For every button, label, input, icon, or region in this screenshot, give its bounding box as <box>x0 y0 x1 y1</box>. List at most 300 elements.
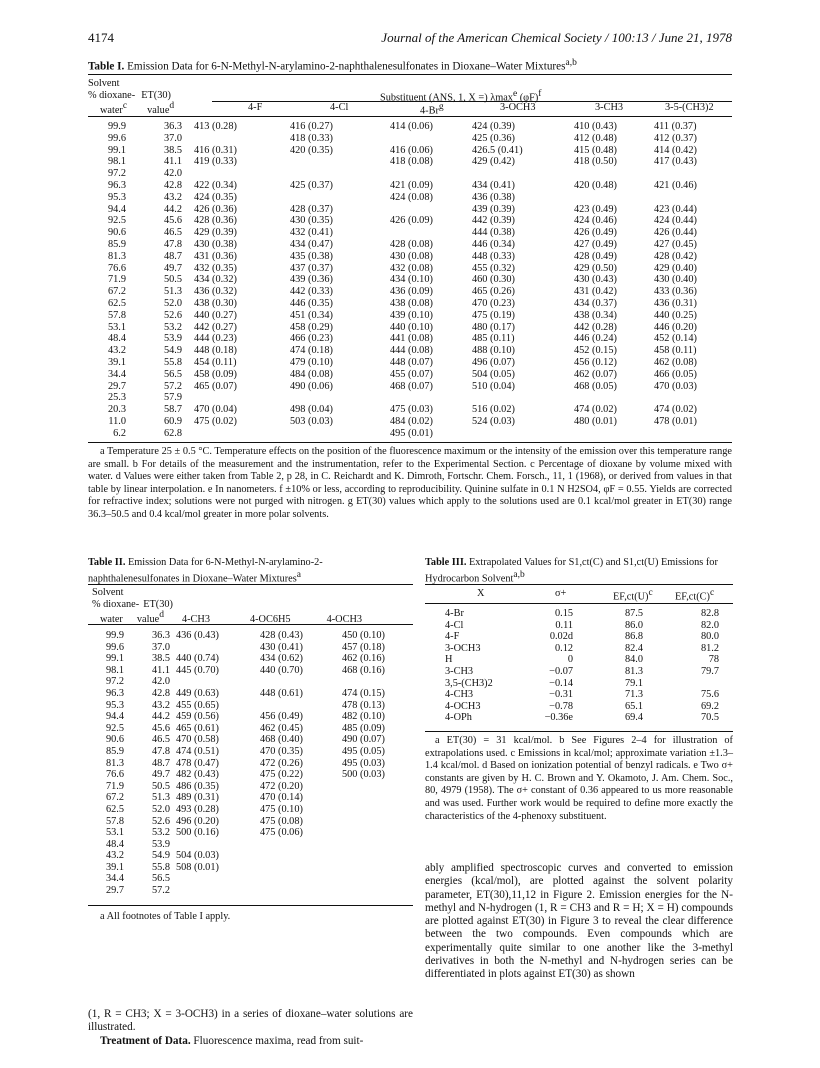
t1-cell: 474 (0.02) <box>574 404 617 416</box>
t2-row <box>88 723 418 735</box>
t1-cell: 44.2 <box>163 203 182 215</box>
t2-row <box>88 758 418 770</box>
t1-cell: 480 (0.17) <box>472 321 515 333</box>
t2-cell: 450 (0.10) <box>342 630 385 641</box>
t1-cell: 439 (0.10) <box>390 309 433 321</box>
t2-cell <box>260 676 342 688</box>
t1-row <box>88 404 732 416</box>
t2-cell: 478 (0.47) <box>176 757 219 769</box>
t1-cell <box>194 168 290 180</box>
t1-cell: 474 (0.02) <box>654 404 697 416</box>
t1-cell <box>194 392 290 404</box>
t1-sub-phi: (φF) <box>517 92 539 104</box>
t1-cell: 429 (0.42) <box>472 156 515 168</box>
t1-cell: 81.3 <box>107 250 126 262</box>
t1-cell: 38.5 <box>163 144 182 156</box>
t2-cell: 472 (0.20) <box>260 780 303 792</box>
t1-cell: 495 (0.01) <box>390 427 433 439</box>
t2-cell: 42.0 <box>151 676 170 688</box>
t3-row <box>425 678 733 690</box>
t1-col-4f: 4-F <box>248 102 263 113</box>
t2-cell: 430 (0.41) <box>260 641 303 653</box>
t3-head-sigma: σ+ <box>555 588 567 599</box>
t2-cell: 495 (0.03) <box>342 757 385 769</box>
t1-cell: 90.6 <box>107 227 126 239</box>
t3-cell: 4-F <box>445 631 460 643</box>
page-number: 4174 <box>88 30 114 45</box>
t2-head-rule <box>88 624 413 625</box>
t1-cell: 435 (0.38) <box>290 250 333 262</box>
t1-cell: 428 (0.49) <box>574 250 617 262</box>
t1-et-sup: d <box>169 101 175 112</box>
t2-cell: 462 (0.45) <box>260 722 303 734</box>
table1-body <box>88 121 732 440</box>
t2-cell: 47.8 <box>151 745 170 757</box>
t1-cell: 432 (0.41) <box>290 227 333 239</box>
t1-cell <box>654 192 732 204</box>
t3-cell: 69.4 <box>624 712 643 724</box>
t2-cell: 52.6 <box>151 815 170 827</box>
t2-cell: 468 (0.40) <box>260 734 303 746</box>
t1-cell: 25.3 <box>107 392 126 404</box>
t1-cell: 430 (0.35) <box>290 215 333 227</box>
t1-cell: 455 (0.32) <box>472 262 515 274</box>
t2-row <box>88 804 418 816</box>
t1-row <box>88 381 732 393</box>
t1-cell: 516 (0.02) <box>472 404 515 416</box>
t2-cell: 482 (0.43) <box>176 769 219 781</box>
t1-cell: 448 (0.07) <box>390 356 433 368</box>
table1-stub-head <box>88 78 174 116</box>
t1-cell: 436 (0.38) <box>472 191 515 203</box>
t1-row <box>88 416 732 428</box>
t3-row <box>425 689 733 701</box>
t1-cell: 53.2 <box>163 321 182 333</box>
t3-cell: −0.14 <box>549 677 573 689</box>
t2-row <box>88 630 418 642</box>
t1-row <box>88 274 732 286</box>
t1-cell <box>390 133 472 145</box>
t1-cell: 425 (0.37) <box>290 179 333 191</box>
t2-cell: 485 (0.09) <box>342 722 385 734</box>
t1-cell <box>290 156 390 168</box>
t3-row <box>425 620 733 632</box>
t1-cell: 95.3 <box>107 191 126 203</box>
t1-cell <box>654 392 732 404</box>
t1-cell: 434 (0.32) <box>194 274 237 286</box>
t1-cell: 484 (0.02) <box>390 415 433 427</box>
t3-head-efc: $EF,ct(C)^c$ <box>675 588 715 603</box>
t2-cell: 436 (0.43) <box>176 630 219 641</box>
t1-et-value: value <box>147 104 170 116</box>
t1-cell: 452 (0.15) <box>574 345 617 357</box>
t1-cell: 423 (0.44) <box>654 203 697 215</box>
t1-cell: 466 (0.23) <box>290 333 333 345</box>
t2-cell <box>342 873 418 885</box>
t1-cell: 424 (0.46) <box>574 215 617 227</box>
t2-cell: 62.5 <box>105 803 124 815</box>
table1-title-sup: a,b <box>565 58 577 68</box>
t2-cell: 48.7 <box>151 757 170 769</box>
t2-row <box>88 885 418 897</box>
t2-cell: 500 (0.03) <box>342 769 385 781</box>
t1-cell: 99.6 <box>107 132 126 144</box>
t1-cell: 428 (0.08) <box>390 238 433 250</box>
t1-et-label: ET(30) <box>141 89 171 101</box>
t2-cell: 53.2 <box>151 827 170 839</box>
t2-cell: 468 (0.16) <box>342 664 385 676</box>
t3-cell: 82.0 <box>700 619 719 631</box>
t3-cell: 81.2 <box>700 642 719 654</box>
t1-cell: 436 (0.31) <box>654 297 697 309</box>
t2-cell: 57.8 <box>105 815 124 827</box>
t1-row <box>88 192 732 204</box>
t1-cell: 42.8 <box>163 179 182 191</box>
t1-cell: 480 (0.01) <box>574 415 617 427</box>
t1-cell: 434 (0.47) <box>290 238 333 250</box>
t2-cell: 51.3 <box>151 792 170 804</box>
t1-cell: 458 (0.29) <box>290 321 333 333</box>
t3-cell: H <box>445 654 453 666</box>
t1-cell: 53.9 <box>163 333 182 345</box>
t2-cell: 482 (0.10) <box>342 711 385 723</box>
t1-cell: 448 (0.33) <box>472 250 515 262</box>
t1-cell: 426 (0.49) <box>574 227 617 239</box>
t1-cell: 470 (0.03) <box>654 380 697 392</box>
t1-cell: 418 (0.08) <box>390 156 433 168</box>
t3-cell: 0 <box>567 654 573 666</box>
t1-cell: 452 (0.14) <box>654 333 697 345</box>
t2-cell: 76.6 <box>105 769 124 781</box>
t1-cell: 41.1 <box>163 156 182 168</box>
t1-row <box>88 286 732 298</box>
t1-cell: 462 (0.08) <box>654 356 697 368</box>
t1-cell: 47.8 <box>163 238 182 250</box>
t2-cell: 71.9 <box>105 780 124 792</box>
t2-cell: 440 (0.70) <box>260 664 303 676</box>
table2-title-sup: a <box>296 570 301 580</box>
t3-cell: 82.8 <box>700 608 719 619</box>
table3-title-text: Extrapolated Values for S1,ct(C) and S1,ct(U) Emissions for Hydrocarbon Solvent <box>425 557 718 585</box>
t1-cell: 475 (0.03) <box>390 404 433 416</box>
t2-cell <box>260 700 342 712</box>
table2-title <box>88 557 413 585</box>
t3-row <box>425 712 733 724</box>
t3-row <box>425 631 733 643</box>
t1-cell: 432 (0.08) <box>390 262 433 274</box>
t1-cell: 430 (0.38) <box>194 238 237 250</box>
t2-cell: 53.1 <box>105 827 124 839</box>
t1-cell: 11.0 <box>108 415 126 427</box>
t1-cell: 438 (0.34) <box>574 309 617 321</box>
t2-cell: 38.5 <box>151 653 170 665</box>
t1-cell: 413 (0.28) <box>194 121 237 132</box>
t1-cell: 416 (0.06) <box>390 144 433 156</box>
t2-cell: 470 (0.35) <box>260 745 303 757</box>
t1-cell: 410 (0.43) <box>574 121 617 132</box>
t1-cell: 422 (0.34) <box>194 179 237 191</box>
t1-bottom-rule <box>88 442 732 443</box>
t2-row <box>88 873 418 885</box>
t2-cell: 43.2 <box>151 699 170 711</box>
t1-cell: 462 (0.07) <box>574 368 617 380</box>
t2-cell: 48.4 <box>105 838 124 850</box>
t1-cell <box>290 392 390 404</box>
t1-cell: 424 (0.44) <box>654 215 697 227</box>
t1-cell: 34.4 <box>107 368 126 380</box>
t2-row <box>88 862 418 874</box>
table1-top-rule <box>88 74 732 75</box>
t1-cell: 46.5 <box>163 227 182 239</box>
t2-col-4och3: 4-OCH3 <box>326 613 363 625</box>
t1-cell: 60.9 <box>163 415 182 427</box>
left-para-2 <box>88 1035 413 1048</box>
t2-cell: 455 (0.65) <box>176 699 219 711</box>
t2-cell: 445 (0.70) <box>176 664 219 676</box>
t3-cell: 80.0 <box>700 631 719 643</box>
t2-cell <box>176 839 260 851</box>
t2-cell: 495 (0.05) <box>342 745 385 757</box>
t1-cell: 433 (0.36) <box>654 286 697 298</box>
t1-cell: 418 (0.33) <box>290 132 333 144</box>
t2-cell: 54.9 <box>151 850 170 862</box>
t2-cell <box>342 676 418 688</box>
t2-cell: 99.9 <box>105 630 124 641</box>
t1-cell: 412 (0.48) <box>574 132 617 144</box>
t1-solvent: Solvent <box>88 78 120 89</box>
t1-cell: 503 (0.03) <box>290 415 333 427</box>
t1-cell: 431 (0.42) <box>574 286 617 298</box>
table3-footnotes: a ET(30) = 31 kcal/mol. b See Figures 2–4 for illustration of extrapolations used. c Emissions in kcal/mol; approximate variation ±1.3–1.4 kcal/mol. d Based on ionization potential of benzyl radicals. e Two σ+ constants are given by H. C. Brown and Y. Okamoto, J. Am. Chem. Soc., 80, 4979 (1958). The σ+ constant of 0.36 appeared to us more reasonable and was used. Further work would be required to define more exactly the characteristics of the 4-phenoxy substituent. <box>425 735 733 822</box>
t1-cell <box>574 428 654 440</box>
t2-row <box>88 816 418 828</box>
t1-cell: 465 (0.26) <box>472 286 515 298</box>
t3-cell: 87.5 <box>624 608 643 619</box>
t1-cell <box>290 168 390 180</box>
t2-cell: 53.9 <box>151 838 170 850</box>
t2-row <box>88 746 418 758</box>
t1-cell: 411 (0.37) <box>654 121 697 132</box>
t2-row <box>88 665 418 677</box>
t1-col-35ch3: 3-5-(CH3)2 <box>665 102 714 113</box>
t2-cell <box>260 885 342 897</box>
t2-cell: 457 (0.18) <box>342 641 385 653</box>
t1-cell: 470 (0.23) <box>472 297 515 309</box>
t1-cell: 418 (0.50) <box>574 156 617 168</box>
t1-cell: 429 (0.39) <box>194 227 237 239</box>
t2-cell: 94.4 <box>105 711 124 723</box>
t2-row <box>88 850 418 862</box>
t1-cell: 479 (0.10) <box>290 356 333 368</box>
t1-cell: 446 (0.20) <box>654 321 697 333</box>
t1-row <box>88 392 732 404</box>
t3-cell: 70.5 <box>700 712 719 724</box>
t3-cell: 0.02d <box>549 631 573 643</box>
t1-cell: 466 (0.05) <box>654 368 697 380</box>
t1-cell: 424 (0.39) <box>472 121 515 132</box>
t2-cell: 99.6 <box>105 641 124 653</box>
t1-cell: 49.7 <box>163 262 182 274</box>
t1-cell: 57.9 <box>163 392 182 404</box>
t2-cell: 462 (0.16) <box>342 653 385 665</box>
t3-cell: 79.1 <box>624 677 643 689</box>
t1-cell: 444 (0.23) <box>194 333 237 345</box>
t1-cell: 438 (0.08) <box>390 297 433 309</box>
t1-cell: 62.8 <box>163 427 182 439</box>
t2-cell <box>342 885 418 897</box>
t1-cell: 427 (0.45) <box>654 238 697 250</box>
t2-row <box>88 839 418 851</box>
t2-cell: 43.2 <box>105 850 124 862</box>
t1-cell: 427 (0.49) <box>574 238 617 250</box>
t2-cell <box>342 862 418 874</box>
t2-cell: 39.1 <box>105 861 124 873</box>
t1-row <box>88 251 732 263</box>
t1-cell: 426.5 (0.41) <box>472 144 523 156</box>
t1-cell: 428 (0.42) <box>654 250 697 262</box>
t1-cell: 434 (0.37) <box>574 297 617 309</box>
t2-cell <box>176 873 260 885</box>
t1-cell <box>390 204 472 216</box>
t1-cell: 434 (0.10) <box>390 274 433 286</box>
t1-cell: 45.6 <box>163 215 182 227</box>
table3-head <box>425 588 733 601</box>
t1-cell: 448 (0.18) <box>194 345 237 357</box>
t2-cell <box>176 676 260 688</box>
t2-row <box>88 700 418 712</box>
t1-cell: 430 (0.43) <box>574 274 617 286</box>
t1-cell: 451 (0.34) <box>290 309 333 321</box>
t2-cell: 449 (0.63) <box>176 687 219 699</box>
t1-sub-label: Substituent (ANS, 1, X =) λmax <box>380 92 513 104</box>
t1-cell: 460 (0.30) <box>472 274 515 286</box>
t1-cell: 439 (0.39) <box>472 203 515 215</box>
t1-cell <box>472 168 574 180</box>
t2-cell: 57.2 <box>151 885 170 897</box>
t2-row <box>88 711 418 723</box>
t2-col-4oc6h5: 4-OC6H5 <box>249 613 291 625</box>
t2-cell: 500 (0.16) <box>176 827 219 839</box>
t1-row <box>88 310 732 322</box>
table2-label: Table II. <box>88 557 126 568</box>
t3-cell: 3-OCH3 <box>445 642 481 654</box>
t1-col-4br: 4-Br$^g$ <box>420 102 444 117</box>
t1-cell: 442 (0.39) <box>472 215 515 227</box>
t1-cell: 428 (0.36) <box>194 215 237 227</box>
t2-cell <box>342 827 418 839</box>
t3-head-rule <box>425 603 733 604</box>
t1-cell: 48.4 <box>107 333 126 345</box>
journal-header: Journal of the American Chemical Society / 100:13 / June 21, 1978 <box>381 30 732 45</box>
t2-et-value: value <box>136 613 160 625</box>
t2-cell: 67.2 <box>105 792 124 804</box>
t1-cell: 421 (0.46) <box>654 179 697 191</box>
table2-head <box>92 587 362 625</box>
t1-row <box>88 227 732 239</box>
t2-cell: 470 (0.58) <box>176 734 219 746</box>
table1-title-text: Emission Data for 6-N-Methyl-N-arylamino-2-naphthalenesulfonates in Dioxane–Water Mixtures <box>124 60 566 73</box>
t1-cell: 444 (0.08) <box>390 345 433 357</box>
t1-row <box>88 345 732 357</box>
t1-cell: 474 (0.18) <box>290 345 333 357</box>
t2-cell: 474 (0.15) <box>342 687 385 699</box>
t2-cell: 34.4 <box>105 873 124 885</box>
t1-cell: 99.1 <box>107 144 126 156</box>
t2-cell <box>342 816 418 828</box>
t1-cell: 51.3 <box>163 286 182 298</box>
t1-col-4cl: 4-Cl <box>330 102 349 113</box>
t1-cell: 426 (0.09) <box>390 215 433 227</box>
t1-row <box>88 215 732 227</box>
t2-cell: 52.0 <box>151 803 170 815</box>
t3-cell: −0.78 <box>549 700 573 712</box>
t1-cell: 488 (0.10) <box>472 345 515 357</box>
t1-cell: 76.6 <box>107 262 126 274</box>
t1-sub-sup2: f <box>538 89 542 99</box>
t2-cell: 49.7 <box>151 769 170 781</box>
t2-cell <box>342 804 418 816</box>
t1-cell: 421 (0.09) <box>390 179 433 191</box>
t1-cell: 431 (0.36) <box>194 250 237 262</box>
t1-water: water <box>100 104 123 116</box>
t2-cell: 96.3 <box>105 687 124 699</box>
t1-row <box>88 333 732 345</box>
t2-cell <box>260 850 342 862</box>
t2-cell <box>176 885 260 897</box>
t2-cell: 508 (0.01) <box>176 861 219 873</box>
t3-cell: 86.0 <box>624 619 643 631</box>
t1-cell: 430 (0.08) <box>390 250 433 262</box>
t1-cell: 484 (0.08) <box>290 368 333 380</box>
t3-cell: 65.1 <box>624 700 643 712</box>
t3-cell: 71.3 <box>624 689 643 701</box>
t2-cell: 478 (0.13) <box>342 699 385 711</box>
t1-cell: 504 (0.05) <box>472 368 515 380</box>
t1-cell: 498 (0.04) <box>290 404 333 416</box>
t1-row <box>88 133 732 145</box>
t2-cell <box>342 839 418 851</box>
t3-cell: 4-CH3 <box>445 689 474 701</box>
t1-cell: 62.5 <box>107 297 126 309</box>
t3-row <box>425 701 733 713</box>
left-para-1: (1, R = CH3; X = 3-OCH3) in a series of dioxane–water solutions are illustrated. <box>88 1008 413 1034</box>
t2-row <box>88 688 418 700</box>
t1-cell: 430 (0.40) <box>654 274 697 286</box>
t1-cell: 420 (0.35) <box>290 144 333 156</box>
t1-cell: 420 (0.48) <box>574 179 617 191</box>
t3-cell: 4-Cl <box>445 619 464 631</box>
t2-cell <box>176 642 260 654</box>
t1-row <box>88 322 732 334</box>
right-column-text: ably amplified spectroscopic curves and converted to emission energies (kcal/mol), are plotted against the solvent polarity parameter, ET(30),11,12 in Figure 2. Emission energies for the N-methyl and N-hydrogen (1, R = CH3 and R = H; X = H) compounds are plotted against ET(30) in Figure 3 to reveal the clear difference between the two compounds. Even compounds which are experimentally quite similar to one another like the 3-methyl derivatives in both the N-methyl and N-hydrogen series can be differentiated in plots against ET(30) as shown <box>425 862 733 981</box>
t1-cell: 468 (0.05) <box>574 380 617 392</box>
table1-title <box>88 58 577 73</box>
t1-cell <box>472 428 574 440</box>
t3-cell: 4-OCH3 <box>445 700 481 712</box>
t1-cell: 55.8 <box>163 356 182 368</box>
t1-col-3ch3: 3-CH3 <box>595 102 624 113</box>
t1-water-sup: c <box>122 101 128 112</box>
t2-cell: 99.1 <box>105 653 124 665</box>
t2-cell: 50.5 <box>151 780 170 792</box>
t1-cell: 456 (0.12) <box>574 356 617 368</box>
t1-cell: 428 (0.37) <box>290 203 333 215</box>
t2-cell: 440 (0.74) <box>176 653 219 665</box>
t1-cell: 92.5 <box>107 215 126 227</box>
t1-cell: 424 (0.08) <box>390 191 433 203</box>
t1-cell: 53.1 <box>107 321 126 333</box>
t1-head-rule <box>88 116 732 117</box>
